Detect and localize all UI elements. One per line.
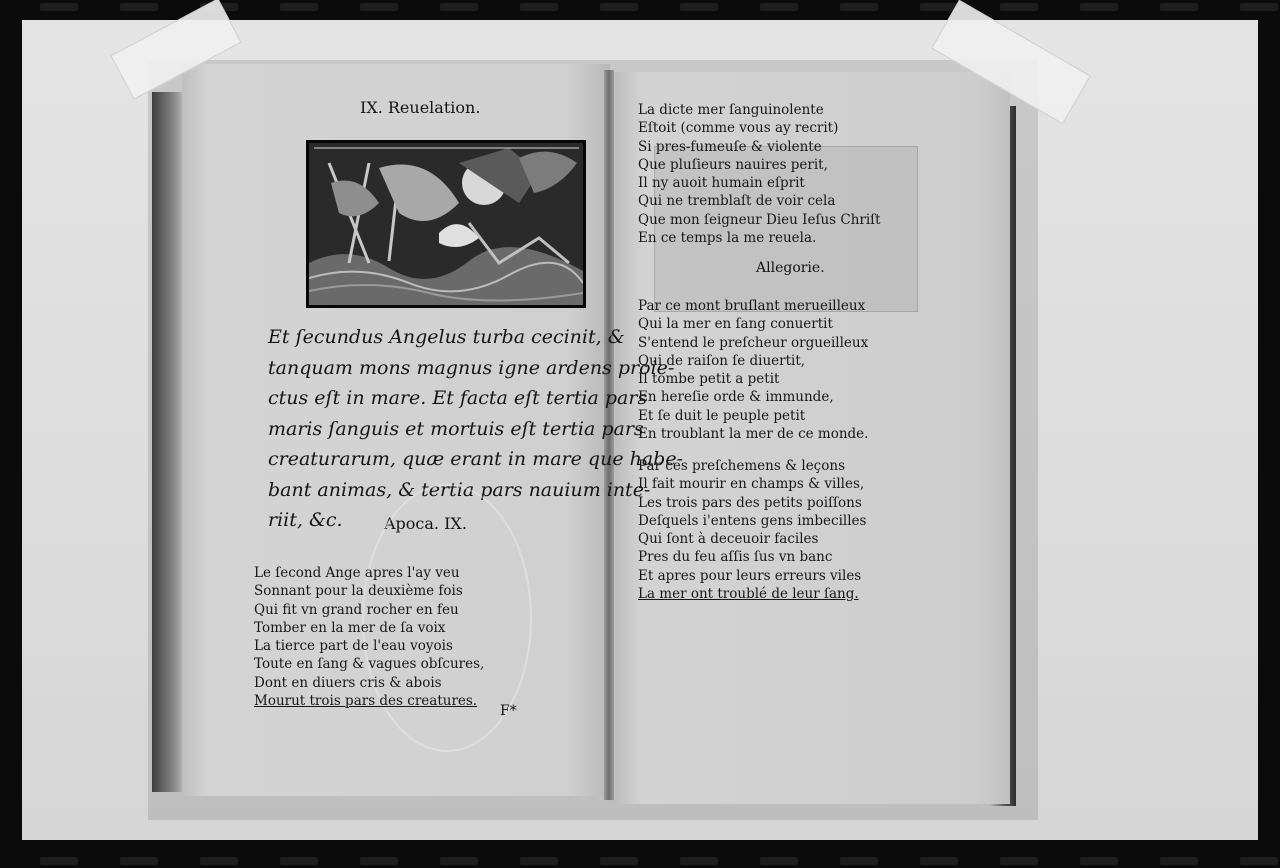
sprocket-hole <box>1000 857 1038 865</box>
sprocket-hole <box>600 857 638 865</box>
verse-line: Toute en ſang & vagues obſcures, <box>254 656 485 673</box>
verse-line: Et apres pour leurs erreurs viles <box>638 567 862 584</box>
sprocket-hole <box>520 857 558 865</box>
sprocket-hole <box>120 857 158 865</box>
french-verse-stanza-1 <box>638 101 881 247</box>
verse-line: En troublant la mer de ce monde. <box>638 426 869 443</box>
verse-line: En hereſie orde & immunde, <box>638 389 834 406</box>
verse-line: Deſquels i'entens gens imbecilles <box>638 512 867 529</box>
sprocket-hole <box>840 857 878 865</box>
verse-line: Le ſecond Ange apres l'ay veu <box>254 565 460 581</box>
verse-line: Si pres-fumeuſe & violente <box>638 138 822 155</box>
sprocket-hole <box>760 857 798 865</box>
sprocket-hole <box>920 857 958 865</box>
verse-line: La tierce part de l'eau voyois <box>254 638 453 655</box>
sprocket-hole <box>760 3 798 11</box>
sprocket-hole <box>40 3 78 11</box>
sprocket-hole <box>440 857 478 865</box>
verse-line: Il fait mourir en champs & villes, <box>638 476 865 493</box>
section-heading: Apoca. IX. <box>384 514 467 533</box>
verse-line: Par ces preſchemens & leçons <box>638 458 845 474</box>
sprocket-hole <box>280 3 318 11</box>
sprocket-hole <box>120 3 158 11</box>
verse-line: Qui ſont à deceuoir faciles <box>638 531 819 548</box>
verse-line: La dicte mer ſanguinolente <box>638 102 824 118</box>
verse-line: La mer ont troublé de leur ſang. <box>638 586 859 603</box>
sprocket-hole <box>1000 3 1038 11</box>
sprocket-hole <box>1160 857 1198 865</box>
sprocket-hole <box>360 3 398 11</box>
margin-mark: F* <box>500 703 517 719</box>
french-verse-left <box>254 564 484 710</box>
latin-line: ctus eſt in mare. Et facta eſt tertia pars <box>268 387 648 409</box>
verse-line: Qui la mer en ſang conuertit <box>638 316 833 333</box>
latin-line: riit, &c. <box>268 509 343 531</box>
sprocket-hole <box>40 857 78 865</box>
sprocket-hole <box>680 857 718 865</box>
verse-line: Qui fit vn grand rocher en feu <box>254 601 459 618</box>
latin-line: Et ſecundus Angelus turba cecinit, & <box>268 326 625 348</box>
book-cover-left-edge <box>152 92 184 792</box>
latin-line: maris ſanguis et mortuis eſt tertia pars <box>268 417 644 440</box>
woodcut-illustration <box>306 140 586 308</box>
verse-line: Que pluſieurs nauires perit, <box>638 156 828 173</box>
verse-line: Tomber en la mer de ſa voix <box>254 619 446 636</box>
verse-line: Il tombe petit a petit <box>638 371 780 388</box>
page-heading: IX. Reuelation. <box>360 98 481 117</box>
verse-line: Et ſe duit le peuple petit <box>638 407 806 424</box>
verse-line: Eſtoit (comme vous ay recrit) <box>638 120 839 137</box>
sprocket-hole <box>840 3 878 11</box>
sprocket-hole <box>360 857 398 865</box>
sprocket-hole <box>440 3 478 11</box>
verse-line: Que mon ſeigneur Dieu Ieſus Chriſt <box>638 211 881 228</box>
sprocket-hole <box>1080 857 1118 865</box>
sprocket-hole <box>280 857 318 865</box>
verse-line: S'entend le preſcheur orgueilleux <box>638 334 869 351</box>
latin-line: tanquam mons magnus igne ardens proie- <box>268 356 675 379</box>
sprocket-hole <box>520 3 558 11</box>
film-sprocket-bottom <box>0 854 1280 868</box>
verse-line: Mourut trois pars des creatures. <box>254 693 478 710</box>
sprocket-hole <box>680 3 718 11</box>
verse-line: Qui de raiſon ſe diuertit, <box>638 352 806 369</box>
sprocket-hole <box>1240 857 1278 865</box>
verse-line: Il ny auoit humain eſprit <box>638 175 805 192</box>
verse-line: Qui ne tremblaſt de voir cela <box>638 193 836 210</box>
latin-line: bant animas, & tertia pars nauium inte- <box>268 478 651 501</box>
sprocket-hole <box>200 857 238 865</box>
latin-line: creaturarum, quæ erant in mare que habe- <box>268 448 683 470</box>
allegorie-heading: Allegorie. <box>756 260 825 276</box>
sprocket-hole <box>1240 3 1278 11</box>
verse-line: Les trois pars des petits poiſſons <box>638 494 862 511</box>
sprocket-hole <box>1080 3 1118 11</box>
french-verse-stanza-3 <box>638 457 866 603</box>
verse-line: Sonnant pour la deuxième fois <box>254 583 463 600</box>
sprocket-hole <box>1160 3 1198 11</box>
verse-line: En ce temps la me reuela. <box>638 230 817 247</box>
verse-line: Dont en diuers cris & abois <box>254 674 442 691</box>
verse-line: Par ce mont bruſlant merueilleux <box>638 298 866 314</box>
verse-line: Pres du feu aſſis ſus vn banc <box>638 549 833 566</box>
sprocket-hole <box>600 3 638 11</box>
french-verse-stanza-2 <box>638 297 868 443</box>
